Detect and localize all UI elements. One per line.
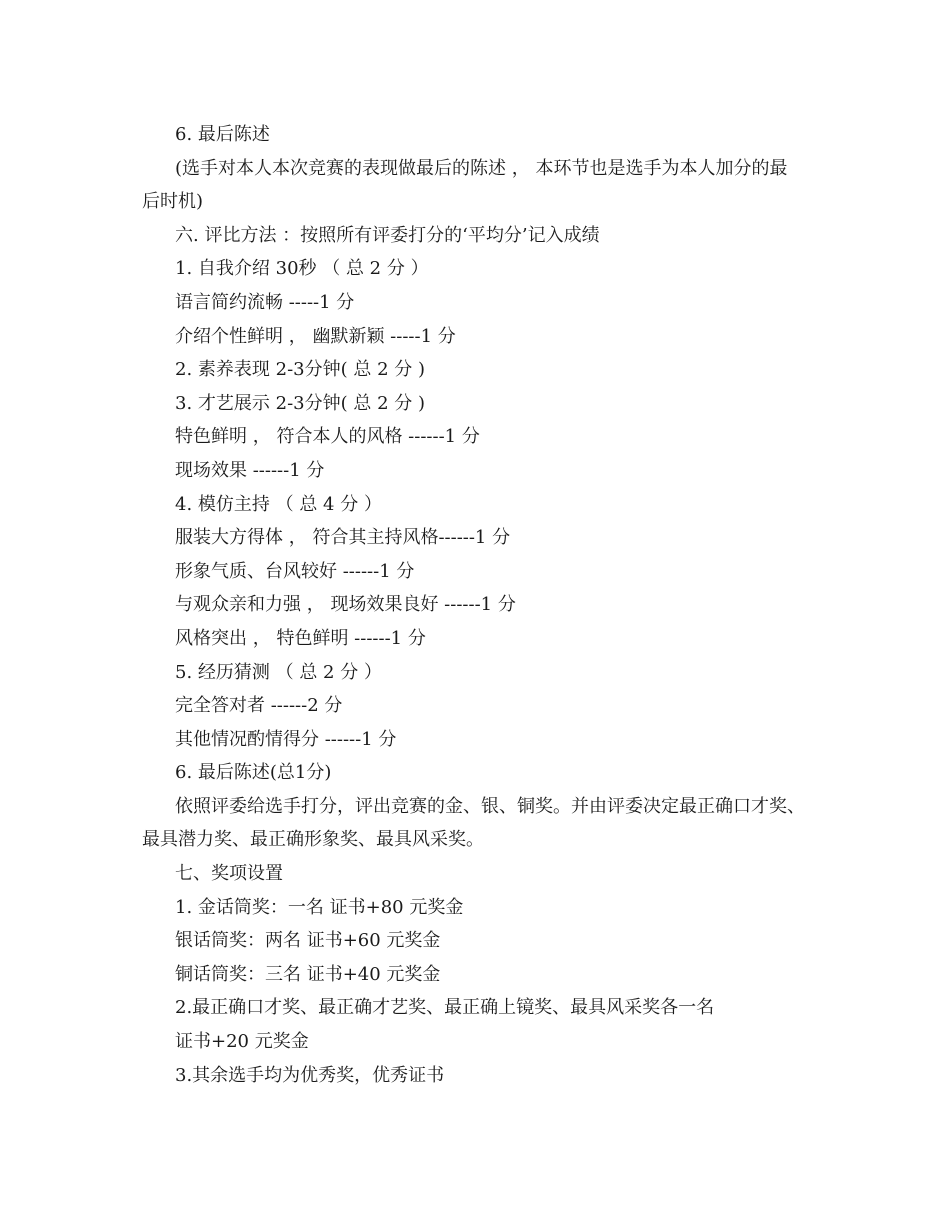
document-line: 3. 才艺展示 2-3分钟( 总 2 分 ) bbox=[175, 392, 425, 414]
document-line: (选手对本人本次竞赛的表现做最后的陈述 ， 本环节也是选手为本人加分的最 bbox=[175, 157, 788, 179]
document-line: 1. 自我介绍 30秒 （ 总 2 分 ） bbox=[175, 258, 429, 280]
document-line: 铜话筒奖：三名 证书+40 元奖金 bbox=[175, 963, 441, 985]
document-line: 六. 评比方法 ：按照所有评委打分的‘平均分’记入成绩 bbox=[175, 224, 600, 246]
document-line: 其他情况酌情得分 ------1 分 bbox=[175, 728, 397, 750]
document-line: 6. 最后陈述 bbox=[175, 124, 270, 145]
document-line: 5. 经历猜测 （ 总 2 分 ） bbox=[175, 661, 382, 683]
document-line: 最具潜力奖、最正确形象奖、最具风采奖。 bbox=[142, 829, 484, 851]
document-line: 语言简约流畅 -----1 分 bbox=[175, 291, 355, 313]
document-line: 3.其余选手均为优秀奖，优秀证书 bbox=[175, 1064, 445, 1086]
document-line: 2. 素养表现 2-3分钟( 总 2 分 ) bbox=[175, 359, 425, 381]
document-line: 6. 最后陈述(总1分) bbox=[175, 762, 332, 784]
document-line: 4. 模仿主持 （ 总 4 分 ） bbox=[175, 493, 382, 515]
document-line: 现场效果 ------1 分 bbox=[175, 459, 325, 481]
document-line: 七、奖项设置 bbox=[175, 863, 283, 885]
document-line: 服装大方得体 ， 符合其主持风格------1 分 bbox=[175, 527, 511, 549]
document-line: 特色鲜明 ， 符合本人的风格 ------1 分 bbox=[175, 426, 480, 448]
document-line: 银话筒奖：两名 证书+60 元奖金 bbox=[175, 930, 441, 952]
document-line: 完全答对者 ------2 分 bbox=[175, 695, 343, 717]
document-line: 介绍个性鲜明 ， 幽默新颖 -----1 分 bbox=[175, 325, 456, 347]
document-line: 2.最正确口才奖、最正确才艺奖、最正确上镜奖、最具风采奖各一名 bbox=[175, 997, 715, 1019]
document-line: 风格突出 ， 特色鲜明 ------1 分 bbox=[175, 627, 426, 649]
document-body bbox=[142, 118, 822, 1092]
document-line: 形象气质、台风较好 ------1 分 bbox=[175, 560, 415, 582]
document-line: 1. 金话筒奖：一名 证书+80 元奖金 bbox=[175, 896, 464, 918]
document-line: 依照评委给选手打分，评出竞赛的金、银、铜奖。并由评委决定最正确口才奖、 bbox=[175, 795, 805, 817]
document-line: 证书+20 元奖金 bbox=[175, 1031, 309, 1053]
document-line: 与观众亲和力强 ， 现场效果良好 ------1 分 bbox=[175, 594, 516, 616]
document-line: 后时机) bbox=[142, 191, 204, 213]
